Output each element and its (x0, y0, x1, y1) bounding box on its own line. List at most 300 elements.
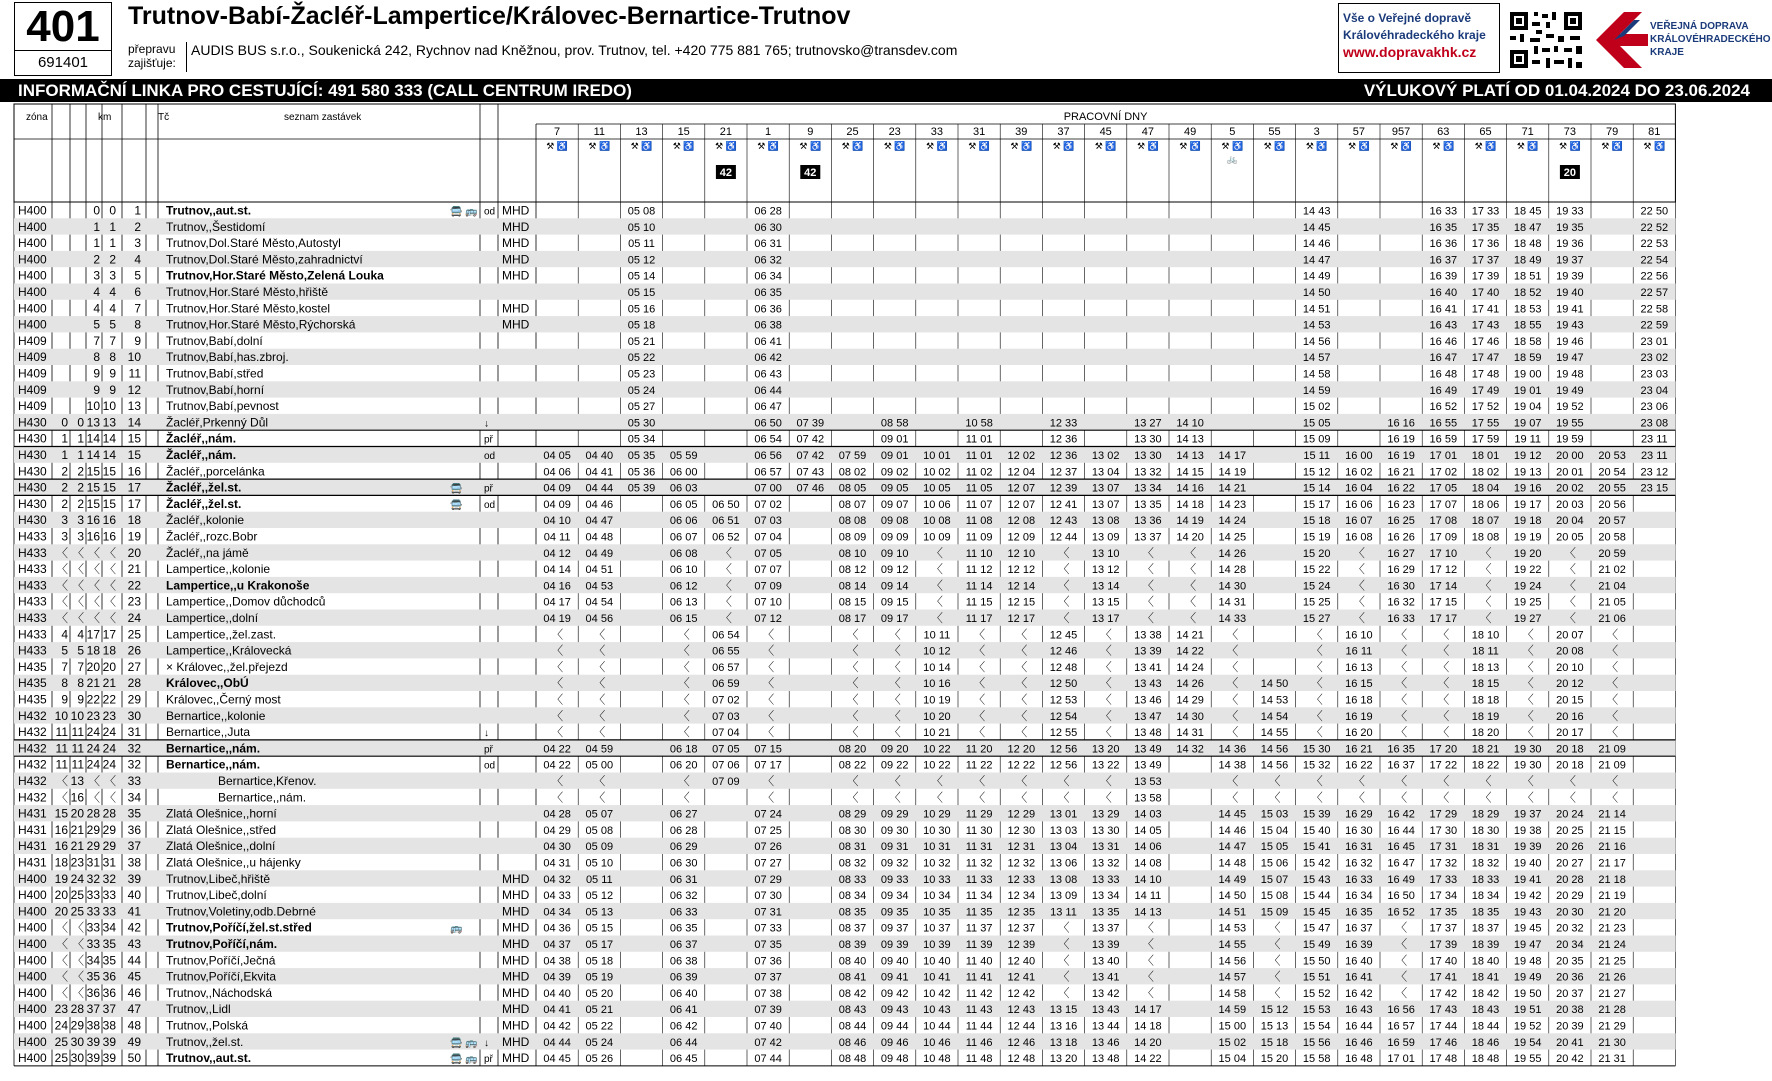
departure-time: 16 59 (1429, 433, 1458, 446)
departure-time: 07 38 (754, 987, 782, 1000)
departure-time: 13 18 (1049, 1036, 1078, 1049)
departure-time: 18 37 (1471, 922, 1500, 935)
tc-cell: 36 (127, 822, 141, 837)
departure-time: 12 02 (1007, 450, 1036, 462)
trip-number: 63 (1437, 126, 1450, 138)
departure-time: 10 37 (923, 922, 951, 935)
departure-time: 08 35 (838, 906, 867, 919)
table-row (18, 334, 1668, 348)
departure-time: 〈 (1563, 578, 1576, 593)
departure-time: 〈 (593, 774, 606, 788)
departure-time: 11 02 (965, 466, 993, 479)
departure-time: 15 24 (1302, 580, 1331, 593)
departure-time: 15 40 (1302, 824, 1331, 837)
departure-time: 17 41 (1471, 303, 1500, 316)
departure-time: 〈 (1141, 985, 1154, 1000)
departure-time: 10 08 (923, 515, 951, 528)
departure-time: 〈 (1563, 790, 1576, 805)
km-cell: 〈 (87, 578, 100, 593)
departure-time: 06 45 (669, 1053, 698, 1066)
departure-time: 〈 (1015, 725, 1028, 740)
departure-time: 06 50 (754, 417, 782, 430)
km-cell: 5 (109, 317, 116, 332)
departure-time: 〈 (1226, 676, 1239, 691)
departure-time: 〈 (1606, 725, 1619, 740)
departure-time: 〈 (551, 643, 564, 658)
departure-time: 〈 (1310, 725, 1323, 740)
zone-cell: H430 (18, 431, 47, 446)
departure-time: 〈 (888, 692, 901, 707)
departure-time: 15 04 (1218, 1053, 1247, 1066)
departure-time: 05 17 (585, 939, 614, 951)
table-row (18, 562, 1626, 576)
departure-time: 23 08 (1640, 417, 1669, 430)
departure-time: 19 12 (1513, 450, 1542, 462)
departure-time: 16 39 (1345, 939, 1373, 951)
departure-time: 19 47 (1556, 352, 1584, 365)
stop-name: Trutnov,Libeč,dolní (166, 888, 267, 903)
departure-time: 14 19 (1176, 515, 1204, 528)
departure-time: 16 37 (1387, 759, 1415, 772)
departure-time: 04 19 (543, 613, 571, 625)
trip-number: 7 (554, 126, 561, 138)
workday-symbol: ⚒ ♿ (1094, 141, 1117, 151)
departure-time: 09 10 (880, 547, 909, 560)
departure-time: 12 55 (1049, 727, 1078, 740)
departure-time: 17 46 (1471, 335, 1500, 348)
departure-time: 16 40 (1345, 955, 1373, 968)
km-cell: 29 (86, 822, 100, 837)
km-cell: 20 (70, 806, 84, 821)
departure-time: 18 18 (1471, 694, 1500, 707)
tc-cell: 35 (127, 806, 141, 821)
tc-cell: 45 (127, 969, 141, 984)
stop-name: Zlatá Olešnice,,horní (166, 806, 277, 821)
km-cell: 31 (86, 855, 100, 870)
info-line2: Královéhradeckého kraje (1343, 28, 1486, 42)
departure-time: 14 08 (1134, 857, 1162, 870)
departure-time: 10 05 (923, 482, 951, 495)
departure-time: 10 41 (923, 971, 951, 984)
departure-time: 〈 (1057, 969, 1070, 984)
departure-time: 16 15 (1345, 678, 1373, 691)
km-cell: 3 (109, 268, 116, 283)
km-cell: 20 (54, 888, 68, 903)
departure-time: 17 40 (1471, 287, 1500, 299)
info-banner (0, 80, 1772, 102)
tc-cell: 4 (134, 252, 141, 267)
departure-time: 〈 (1268, 920, 1281, 935)
km-cell: 28 (86, 806, 100, 821)
departure-time: 20 56 (1598, 498, 1626, 511)
departure-time: 16 02 (1345, 466, 1373, 479)
departure-time: 20 34 (1556, 939, 1584, 951)
departure-time: 19 49 (1513, 971, 1542, 984)
departure-time: 14 03 (1134, 808, 1162, 821)
km-cell: 〈 (103, 562, 116, 577)
departure-time: 06 27 (669, 808, 698, 821)
mhd-mark: MHD (502, 1018, 530, 1033)
departure-time: 14 17 (1218, 450, 1247, 462)
km-cell: 〈 (71, 562, 84, 577)
departure-time: 〈 (1395, 774, 1408, 788)
trip-note-text: 42 (804, 167, 817, 179)
tc-cell: 48 (127, 1018, 141, 1033)
departure-time: 09 01 (880, 433, 909, 446)
departure-time: 04 56 (585, 613, 614, 625)
departure-time: 19 55 (1513, 1053, 1542, 1066)
departure-time: 〈 (1268, 790, 1281, 805)
km-cell: 16 (54, 839, 68, 854)
km-cell: 〈 (103, 594, 116, 609)
departure-time: 13 39 (1134, 645, 1162, 658)
departure-time: 14 38 (1218, 759, 1247, 772)
km-cell: 〈 (71, 545, 84, 560)
km-cell: 7 (93, 333, 100, 348)
zone-cell: H430 (18, 513, 47, 528)
zone-cell: H431 (18, 855, 47, 870)
km-cell: 〈 (71, 611, 84, 625)
departure-time: 19 54 (1513, 1036, 1542, 1049)
departure-time: 15 20 (1302, 547, 1331, 560)
zone-cell: H432 (18, 774, 47, 788)
departure-time: 08 37 (838, 922, 867, 935)
tc-cell: 9 (134, 333, 141, 348)
departure-time: 14 59 (1218, 1004, 1247, 1017)
stop-name: Trutnov,Babí,pevnost (166, 399, 279, 414)
departure-time: 11 22 (965, 759, 993, 772)
departure-time: 〈 (1479, 594, 1492, 609)
table-row (14, 577, 1675, 593)
departure-time: 〈 (1184, 562, 1197, 577)
km-cell: 23 (102, 708, 116, 723)
km-cell: 2 (77, 464, 84, 479)
departure-time: 19 30 (1513, 743, 1542, 756)
departure-time: 07 37 (754, 971, 782, 984)
km-cell: 15 (102, 496, 116, 511)
departure-time: 15 09 (1302, 433, 1331, 446)
km-cell: 〈 (55, 611, 68, 625)
km-cell: 〈 (55, 790, 68, 805)
departure-time: 08 39 (838, 939, 867, 951)
departure-time: 16 39 (1429, 270, 1458, 283)
departure-time: 16 13 (1345, 661, 1373, 674)
km-cell: 0 (109, 203, 116, 218)
departure-time: 04 44 (543, 1036, 571, 1049)
departure-time: 06 20 (669, 759, 698, 772)
departure-time: 14 11 (1134, 890, 1162, 903)
departure-time: 17 01 (1429, 450, 1458, 462)
departure-time: 08 41 (838, 971, 867, 984)
departure-time: 14 32 (1176, 743, 1204, 756)
zone-cell: H409 (18, 382, 47, 397)
departure-time: 10 43 (923, 1004, 951, 1017)
departure-time: 〈 (1352, 562, 1365, 577)
departure-time: 11 46 (965, 1036, 993, 1049)
departure-time: 17 55 (1471, 417, 1500, 430)
departure-time: 18 07 (1471, 515, 1500, 528)
departure-time: 06 08 (669, 547, 698, 560)
departure-time: 13 36 (1134, 515, 1162, 528)
stop-name: Lampertice,,dolní (166, 611, 259, 625)
departure-time: 14 13 (1176, 433, 1204, 446)
stop-name: × Královec,,žel.přejezd (166, 659, 288, 674)
departure-time: 12 44 (1049, 531, 1078, 544)
departure-time: 〈 (888, 790, 901, 805)
departure-time: 12 31 (1007, 841, 1036, 854)
stop-facility-icon: 🚍 🚌 (450, 206, 478, 218)
stop-name: Bernartice,Křenov. (218, 774, 317, 788)
stop-facility-icon: 🚍 🚌 (450, 1054, 478, 1066)
departure-time: 18 51 (1513, 270, 1542, 283)
zone-cell: H400 (18, 252, 47, 267)
km-cell: 9 (93, 366, 100, 381)
departure-time: 〈 (551, 659, 564, 674)
workday-symbol: ⚒ ♿ (1263, 141, 1286, 151)
departure-time: 07 07 (754, 564, 782, 577)
trip-number: 33 (930, 126, 944, 138)
departure-time: 20 12 (1556, 678, 1584, 691)
departure-time: 21 25 (1598, 955, 1626, 968)
departure-time: 〈 (1352, 790, 1365, 805)
departure-time: 18 10 (1471, 629, 1500, 642)
departure-time: 〈 (1437, 676, 1450, 691)
km-cell: 0 (93, 203, 100, 218)
departure-time: 15 08 (1260, 890, 1289, 903)
stop-name: Žacléř,,rozc.Bobr (166, 529, 258, 544)
departure-time: 15 51 (1302, 971, 1331, 984)
tc-cell: 34 (127, 790, 141, 805)
workday-symbol: ⚒ ♿ (1137, 141, 1159, 151)
departure-time: 〈 (677, 708, 690, 723)
departure-time: 12 41 (1007, 971, 1036, 984)
departure-time: 09 20 (880, 743, 909, 756)
mhd-mark: MHD (502, 236, 530, 251)
departure-time: 07 46 (796, 482, 825, 495)
km-cell: 〈 (71, 985, 84, 1000)
stop-name: Žacléř,,nám. (166, 431, 237, 446)
departure-time: 13 29 (1091, 808, 1120, 821)
tc-cell: 30 (127, 708, 141, 723)
departure-time: 〈 (973, 676, 986, 691)
departure-time: 16 46 (1429, 335, 1458, 348)
km-cell: 30 (70, 1034, 84, 1049)
departure-time: 16 07 (1345, 515, 1373, 528)
tc-cell: 24 (127, 611, 141, 625)
departure-time: 10 19 (923, 694, 951, 707)
departure-time: 05 27 (627, 401, 656, 414)
departure-time: 13 32 (1091, 857, 1120, 870)
departure-time: 06 40 (669, 987, 698, 1000)
departure-time: 〈 (677, 725, 690, 740)
departure-time: 14 54 (1260, 710, 1289, 723)
info-url-link[interactable]: www.dopravakhk.cz (1343, 44, 1477, 60)
departure-time: 19 41 (1513, 873, 1542, 886)
departure-time: 17 12 (1429, 564, 1458, 577)
departure-time: 13 17 (1091, 613, 1120, 625)
departure-time: 16 22 (1387, 482, 1415, 495)
stop-name: Bernartice,,nám. (166, 741, 261, 756)
departure-time: 05 00 (585, 759, 614, 772)
departure-time: 19 48 (1556, 368, 1584, 381)
departure-time: 08 17 (838, 613, 867, 625)
table-row (14, 512, 1675, 528)
departure-time: 15 53 (1302, 1004, 1331, 1017)
km-cell: 14 (102, 431, 116, 446)
km-cell: 4 (93, 285, 100, 299)
km-cell: 14 (86, 431, 100, 446)
departure-time: 08 15 (838, 596, 867, 609)
stop-name: Královec,,ObÚ (166, 676, 249, 691)
trip-number: 71 (1521, 126, 1534, 138)
km-cell: 24 (86, 725, 100, 740)
table-row (14, 544, 1675, 560)
departure-time: 13 15 (1091, 596, 1120, 609)
table-row (14, 251, 1675, 267)
departure-time: 18 31 (1471, 841, 1500, 854)
stop-name: Lampertice,,kolonie (166, 562, 271, 577)
km-cell: 39 (102, 1051, 116, 1066)
departure-time: 20 39 (1556, 1020, 1584, 1033)
km-cell: 10 (86, 399, 100, 414)
departure-time: 〈 (930, 594, 943, 609)
departure-time: 〈 (1352, 594, 1365, 609)
departure-time: 15 03 (1260, 808, 1289, 821)
departure-time: 19 22 (1513, 564, 1542, 577)
km-cell: 10 (102, 399, 116, 414)
departure-time: 18 30 (1471, 824, 1500, 837)
departure-time: 19 24 (1513, 580, 1542, 593)
arrival-departure-mark: př (484, 434, 493, 446)
departure-time: 〈 (1226, 774, 1239, 788)
departure-time: 〈 (1606, 676, 1619, 691)
departure-time: 13 41 (1091, 971, 1120, 984)
departure-time: 07 44 (754, 1053, 782, 1066)
departure-time: 20 59 (1598, 547, 1626, 560)
departure-time: 09 07 (880, 498, 909, 511)
departure-time: 14 58 (1218, 987, 1247, 1000)
departure-time: 20 35 (1556, 955, 1584, 968)
departure-time: 11 01 (965, 433, 993, 446)
workday-symbol: ⚒ ♿ (1559, 141, 1581, 151)
departure-time: 〈 (677, 692, 690, 707)
km-cell: 〈 (87, 790, 100, 805)
stop-name: Trutnov,Dol.Staré Město,zahradnictví (166, 252, 363, 267)
departure-time: 05 39 (627, 482, 656, 495)
km-cell: 3 (61, 529, 68, 544)
departure-time: 13 53 (1134, 776, 1162, 788)
departure-time: 15 43 (1302, 873, 1331, 886)
departure-time: 19 46 (1556, 335, 1584, 348)
departure-time: 14 48 (1218, 857, 1247, 870)
departure-time: 21 05 (1598, 596, 1626, 609)
km-cell: 28 (70, 1002, 84, 1017)
stop-name: Trutnov,,Lidl (166, 1002, 231, 1017)
departure-time: 15 50 (1302, 955, 1331, 968)
departure-time: 16 19 (1345, 710, 1373, 723)
departure-time: 15 02 (1302, 401, 1331, 414)
zone-cell: H433 (18, 529, 47, 544)
departure-time: 14 05 (1134, 824, 1162, 837)
departure-time: 15 05 (1302, 417, 1331, 430)
departure-time: 14 56 (1302, 335, 1331, 348)
arrival-departure-mark: od (484, 760, 496, 772)
departure-time: 07 39 (796, 417, 825, 430)
departure-time: 〈 (593, 692, 606, 707)
timetable-header (0, 0, 1772, 80)
departure-time: 13 03 (1049, 824, 1078, 837)
zone-cell: H400 (18, 301, 47, 316)
departure-time: 06 12 (669, 580, 698, 593)
departure-time: 16 21 (1387, 466, 1415, 479)
departure-time: 〈 (719, 594, 732, 609)
logo-line3: KRAJE (1650, 47, 1684, 58)
departure-time: 05 16 (627, 303, 656, 316)
departure-time: 19 16 (1513, 482, 1542, 495)
km-cell: 1 (109, 236, 116, 251)
departure-time: 20 24 (1556, 808, 1584, 821)
departure-time: 08 42 (838, 987, 867, 1000)
km-cell: 1 (93, 236, 100, 251)
km-cell: 16 (102, 513, 116, 528)
departure-time: 〈 (593, 676, 606, 691)
departure-time: 07 04 (712, 727, 740, 740)
departure-time: 11 31 (965, 841, 993, 854)
stop-facility-icon: 🚌 (450, 923, 463, 935)
km-cell: 〈 (87, 594, 100, 609)
departure-time: 10 02 (923, 466, 951, 479)
departure-time: 17 52 (1471, 401, 1500, 414)
departure-time: 13 02 (1091, 450, 1120, 462)
departure-time: 05 07 (585, 808, 614, 821)
departure-time: 11 43 (965, 1004, 993, 1017)
departure-time: 06 36 (754, 303, 782, 316)
departure-time: 12 36 (1049, 433, 1078, 446)
km-cell: 35 (86, 969, 100, 984)
departure-time: 09 44 (880, 1020, 909, 1033)
departure-time: 19 48 (1513, 955, 1542, 968)
departure-time: 〈 (1099, 725, 1112, 740)
stop-name: Žacléř,Prkenný Důl (166, 415, 269, 430)
departure-time: 05 15 (627, 287, 656, 299)
departure-time: 16 35 (1387, 743, 1415, 756)
km-cell: 2 (61, 480, 68, 495)
departure-time: 07 43 (796, 466, 825, 479)
km-cell: 22 (86, 692, 100, 707)
table-row (18, 627, 1618, 641)
departure-time: 〈 (973, 708, 986, 723)
departure-time: 20 07 (1556, 629, 1584, 642)
departure-time: 15 42 (1302, 857, 1331, 870)
departure-time: 14 47 (1218, 841, 1247, 854)
departure-time: 17 15 (1429, 596, 1458, 609)
departure-time: 15 17 (1302, 498, 1331, 511)
departure-time: 21 17 (1598, 857, 1626, 870)
stop-name: Trutnov,Poříčí,Ekvita (166, 969, 277, 984)
departure-time: 04 32 (543, 873, 571, 886)
departure-time: 14 46 (1302, 238, 1331, 251)
departure-time: 11 34 (965, 890, 993, 903)
departure-time: 11 12 (965, 564, 993, 577)
departure-time: 13 07 (1091, 482, 1120, 495)
departure-time: 〈 (1015, 627, 1028, 642)
departure-time: 〈 (846, 627, 859, 642)
departure-time: 06 31 (754, 238, 782, 251)
departure-time: 13 10 (1091, 547, 1120, 560)
departure-time: 23 01 (1640, 335, 1669, 348)
departure-time: 〈 (762, 659, 775, 674)
km-cell: 13 (70, 774, 84, 788)
